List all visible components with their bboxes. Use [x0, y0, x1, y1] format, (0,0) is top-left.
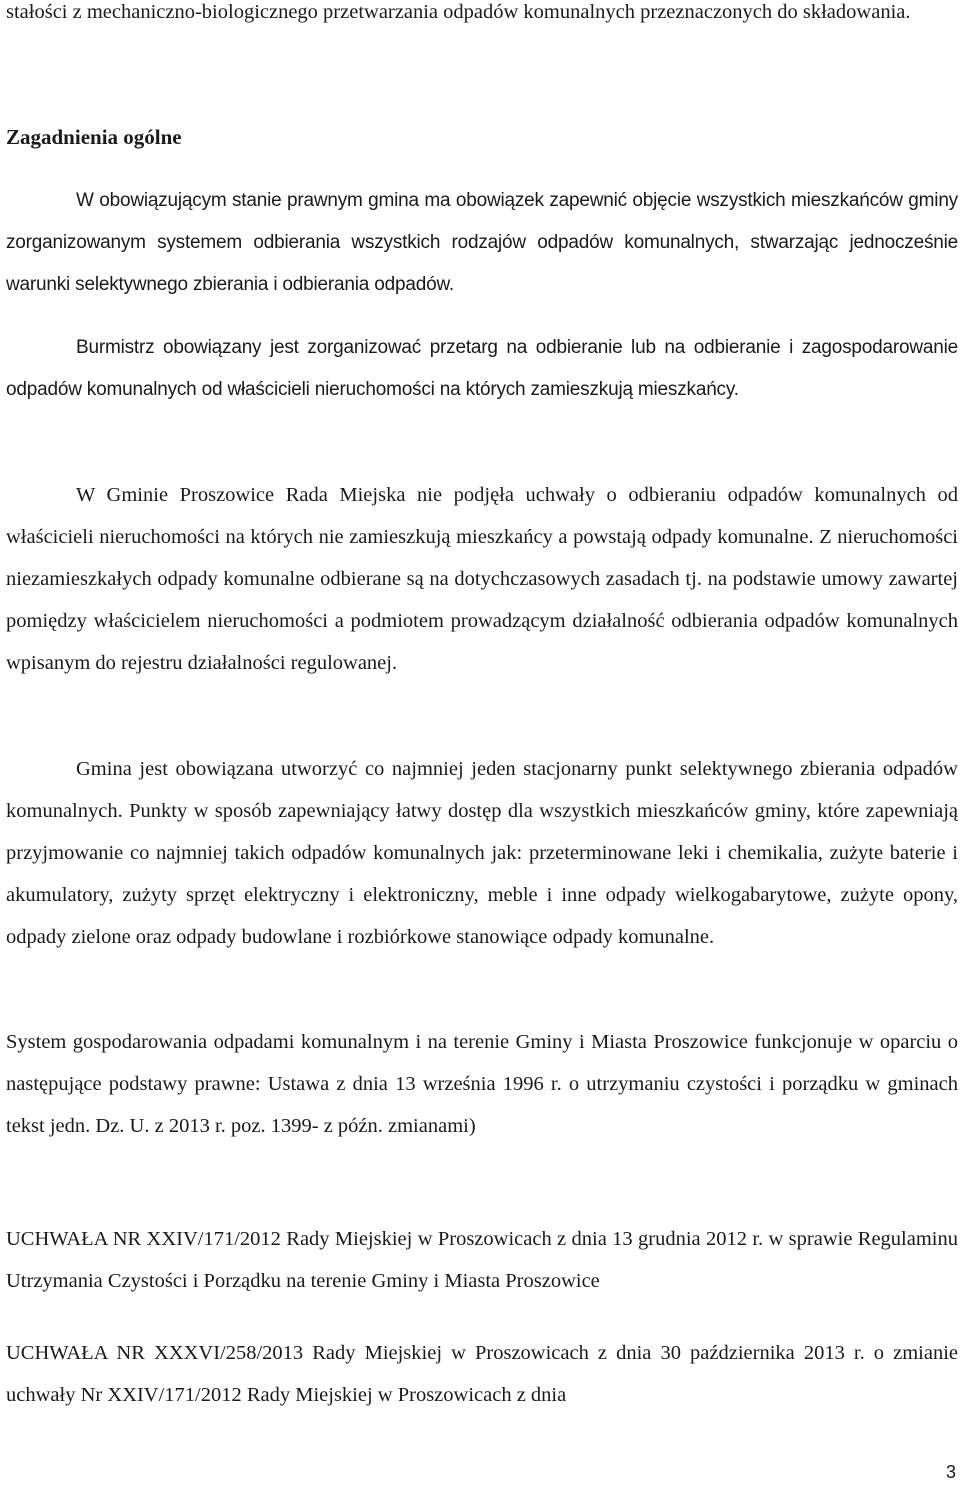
section-heading: Zagadnienia ogólne	[6, 125, 182, 149]
paragraph-resolution-2012: UCHWAŁA NR XXIV/171/2012 Rady Miejskiej w Proszowicach z dnia 13 grudnia 2012 r. w sprawie Regulaminu Utrzymania Czystości i Porządku na terenie Gminy i Miasta Proszowice	[6, 1228, 958, 1292]
paragraph-uninhabited-properties: W Gminie Proszowice Rada Miejska nie podjęła uchwały o odbieraniu odpadów komunalnych od właścicieli nieruchomości na których nie zamieszkują mieszkańcy a powstają odpady komunalne. Z nieruchomości niezamieszkałych odpady komunalne odbierane są na dotychczasowych zasadach tj. na podstawie umowy zawartej pomiędzy właścicielem nieruchomości a podmiotem prowadzącym działalność odbierania odpadów komunalnych wpisanym do rejestru działalności regulowanej.	[6, 484, 958, 674]
paragraph-resolution-2013: UCHWAŁA NR XXXVI/258/2013 Rady Miejskiej w Proszowicach z dnia 30 października 2013 r. o zmianie uchwały Nr XXIV/171/2012 Rady Miejskiej w Proszowicach z dnia	[6, 1342, 958, 1406]
continuation-paragraph: stałości z mechaniczno-biologicznego przetwarzania odpadów komunalnych przeznaczonych do składowania.	[6, 1, 911, 23]
paragraph-tender: Burmistrz obowiązany jest zorganizować przetarg na odbieranie lub na odbieranie i zagospodarowanie odpadów komunalnych od właścicieli nieruchomości na których zamieszkują mieszkańcy.	[6, 337, 958, 400]
paragraph-legal-basis: System gospodarowania odpadami komunalnym i na terenie Gminy i Miasta Proszowice funkcjonuje w oparciu o następujące podstawy prawne: Ustawa z dnia 13 września 1996 r. o utrzymaniu czystości i porządku w gminach tekst jedn. Dz. U. z 2013 r. poz. 1399- z późn. zmianami)	[6, 1031, 958, 1137]
page-number: 3	[945, 1462, 956, 1482]
paragraph-collection-point: Gmina jest obowiązana utworzyć co najmniej jeden stacjonarny punkt selektywnego zbierania odpadów komunalnych. Punkty w sposób zapewniający łatwy dostęp dla wszystkich mieszkańców gminy, które zapewniają przyjmowanie co najmniej takich odpadów komunalnych jak: przeterminowane leki i chemikalia, zużyte baterie i akumulatory, zużyty sprzęt elektryczny i elektroniczny, meble i inne odpady wielkogabarytowe, zużyte opony, odpady zielone oraz odpady budowlane i rozbiórkowe stanowiące odpady komunalne.	[6, 758, 958, 948]
paragraph-obligation: W obowiązującym stanie prawnym gmina ma obowiązek zapewnić objęcie wszystkich mieszkańców gminy zorganizowanym systemem odbierania wszystkich rodzajów odpadów komunalnych, stwarzając jednocześnie warunki selektywnego zbierania i odbierania odpadów.	[6, 190, 958, 295]
